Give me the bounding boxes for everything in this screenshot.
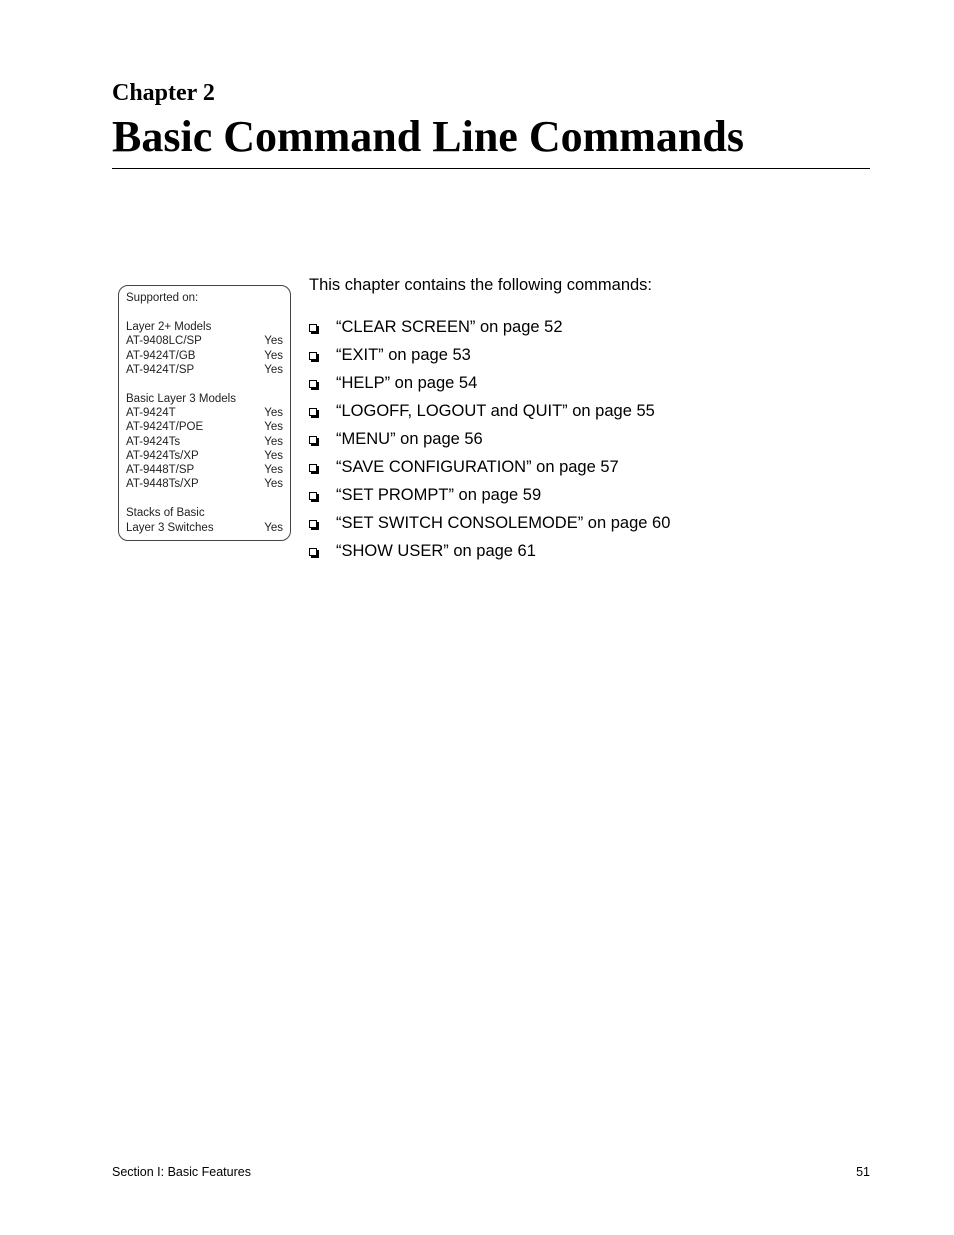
command-link-label[interactable]: “SAVE CONFIGURATION” on page 57 <box>336 457 619 476</box>
spacer <box>126 377 283 392</box>
support-value: Yes <box>264 349 283 362</box>
chapter-label: Chapter 2 <box>112 80 215 106</box>
support-value: Yes <box>264 478 283 491</box>
command-list <box>309 313 670 565</box>
model-name: AT-9408LC/SP <box>126 335 202 348</box>
support-value: Yes <box>264 449 283 462</box>
model-name: AT-9448T/SP <box>126 464 195 477</box>
square-bullet-icon <box>309 436 317 444</box>
command-link-label[interactable]: “LOGOFF, LOGOUT and QUIT” on page 55 <box>336 401 655 420</box>
command-link-help[interactable] <box>309 369 670 397</box>
spacer <box>126 491 283 506</box>
command-link-clear-screen[interactable] <box>309 313 670 341</box>
support-row <box>126 363 283 377</box>
command-link-label[interactable]: “HELP” on page 54 <box>336 373 478 392</box>
command-link-set-prompt[interactable] <box>309 481 670 509</box>
command-link-label[interactable]: “EXIT” on page 53 <box>336 345 471 364</box>
command-link-label[interactable]: “SET SWITCH CONSOLEMODE” on page 60 <box>336 513 671 532</box>
model-name: AT-9424T/SP <box>126 363 195 376</box>
command-link-save-configuration[interactable] <box>309 453 670 481</box>
support-value: Yes <box>264 521 283 534</box>
support-row <box>126 463 283 477</box>
group-name: Layer 2+ Models <box>126 321 212 334</box>
model-name: AT-9424Ts/XP <box>126 449 199 462</box>
model-name: AT-9424Ts <box>126 435 181 448</box>
spacer <box>126 305 283 320</box>
page-number: 51 <box>856 1165 870 1179</box>
square-bullet-icon <box>309 352 317 360</box>
intro-text: This chapter contains the following commands: <box>309 276 653 294</box>
support-value: Yes <box>264 421 283 434</box>
support-value: Yes <box>264 335 283 348</box>
model-name: AT-9424T <box>126 407 176 420</box>
command-link-label[interactable]: “SHOW USER” on page 61 <box>336 541 536 560</box>
square-bullet-icon <box>309 324 317 332</box>
support-row <box>126 477 283 491</box>
support-value: Yes <box>264 407 283 420</box>
square-bullet-icon <box>309 492 317 500</box>
support-row <box>126 406 283 420</box>
square-bullet-icon <box>309 464 317 472</box>
chapter-title: Basic Command Line Commands <box>112 112 744 161</box>
group-name: Basic Layer 3 Models <box>126 393 236 406</box>
model-name: AT-9448Ts/XP <box>126 478 199 491</box>
support-row <box>126 521 283 535</box>
square-bullet-icon <box>309 380 317 388</box>
support-value: Yes <box>264 363 283 376</box>
title-divider <box>112 168 870 169</box>
command-link-set-switch-consolemode[interactable] <box>309 509 670 537</box>
supported-on-box <box>118 285 291 541</box>
command-link-menu[interactable] <box>309 425 670 453</box>
model-name: AT-9424T/GB <box>126 349 196 362</box>
support-value: Yes <box>264 435 283 448</box>
command-link-label[interactable]: “CLEAR SCREEN” on page 52 <box>336 317 563 336</box>
command-link-exit[interactable] <box>309 341 670 369</box>
support-row <box>126 420 283 434</box>
square-bullet-icon <box>309 548 317 556</box>
footer-section-title: Section I: Basic Features <box>112 1165 251 1179</box>
support-row <box>126 334 283 348</box>
command-link-logoff[interactable] <box>309 397 670 425</box>
model-name: AT-9424T/POE <box>126 421 204 434</box>
command-link-label[interactable]: “SET PROMPT” on page 59 <box>336 485 542 504</box>
support-value: Yes <box>264 464 283 477</box>
square-bullet-icon <box>309 408 317 416</box>
support-row <box>126 449 283 463</box>
command-link-show-user[interactable] <box>309 537 670 565</box>
supported-on-heading: Supported on: <box>126 292 199 304</box>
support-row <box>126 435 283 449</box>
support-row <box>126 349 283 363</box>
square-bullet-icon <box>309 520 317 528</box>
command-link-label[interactable]: “MENU” on page 56 <box>336 429 483 448</box>
stacks-label-line1: Stacks of Basic <box>126 507 205 520</box>
stacks-label-line2: Layer 3 Switches <box>126 521 214 534</box>
